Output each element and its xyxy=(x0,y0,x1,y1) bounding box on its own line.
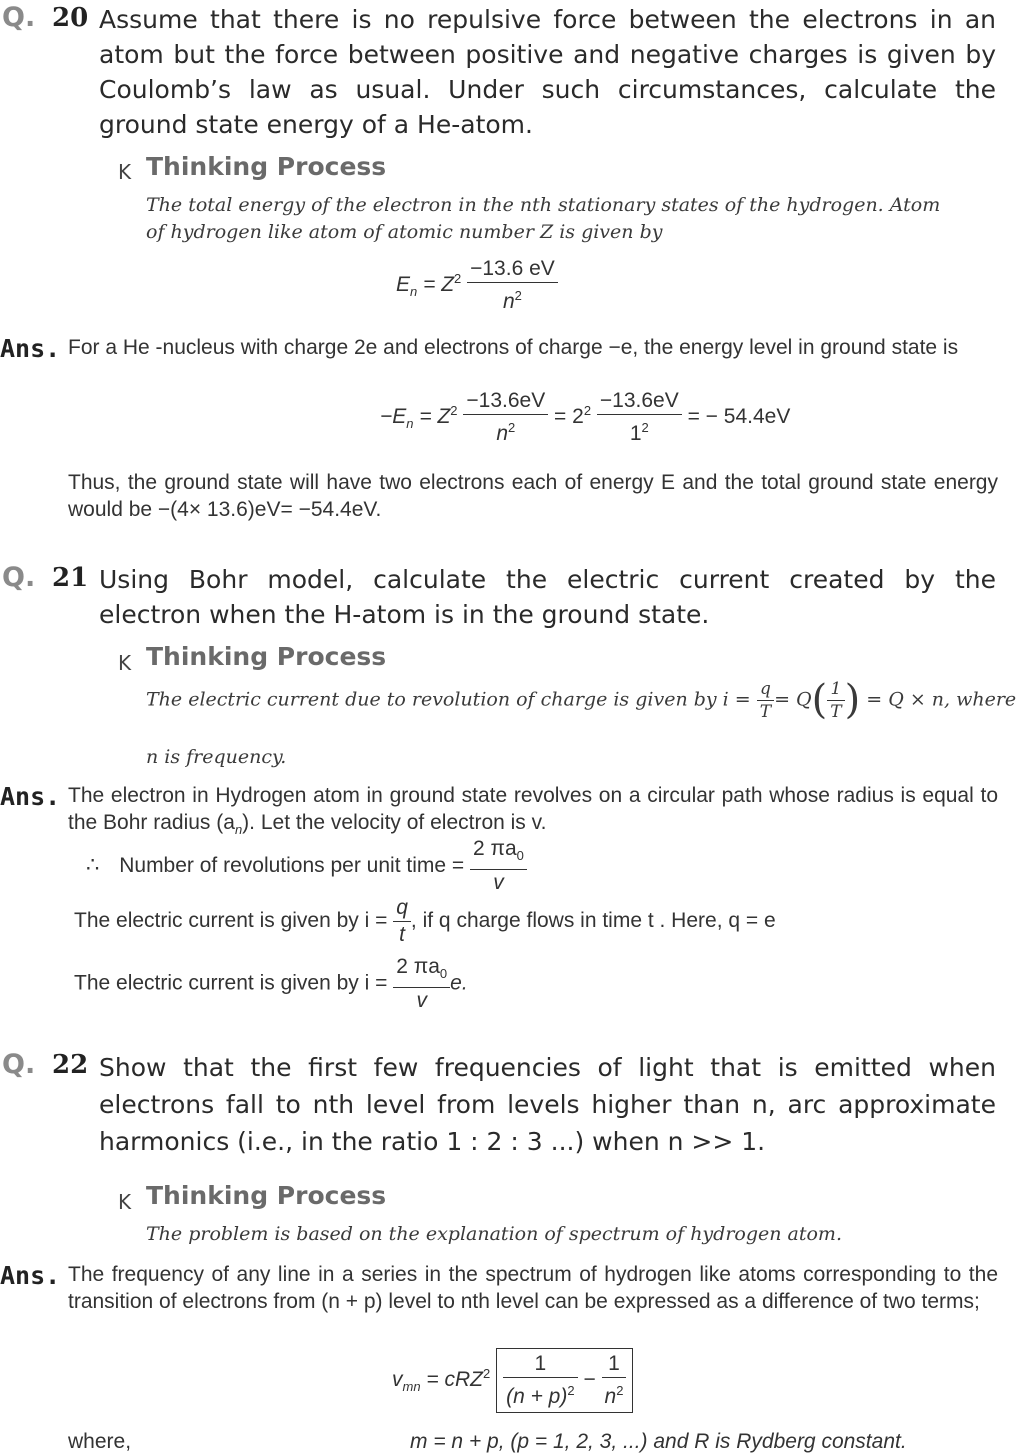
formula-term: e. xyxy=(450,971,468,995)
thinking-text: The total energy of the electron in the nth stationary states of the hydrogen. Atom of hydrogen like atom of atomic number Z is given by xyxy=(146,194,941,243)
question-text: Using Bohr model, calculate the electric current created by the electron when the H-atom is in the ground state. xyxy=(99,565,996,629)
fraction xyxy=(393,895,411,948)
formula-sup: 2 xyxy=(641,420,649,435)
answer-label: Ans. xyxy=(0,1261,61,1290)
formula-term: = Z xyxy=(419,405,451,429)
formula-sup: 2 xyxy=(616,1383,624,1398)
formula-term: Number of revolutions per unit time = xyxy=(119,853,465,877)
fraction-numerator: 1 xyxy=(602,1351,627,1378)
formula-sub: n xyxy=(234,822,243,838)
question-marker: Q. xyxy=(2,2,36,33)
bracket-group xyxy=(496,1348,633,1413)
formula-sub: 0 xyxy=(516,848,524,864)
thinking-text: The problem is based on the explanation of spectrum of hydrogen atom. xyxy=(146,1223,842,1245)
formula-current-q xyxy=(74,895,776,948)
thinking-title: Thinking Process xyxy=(146,642,387,671)
fraction-denominator: T xyxy=(830,702,842,722)
answer-text-part: The electron in Hydrogen atom in ground state revolves on a circular path whose radius is equal to the Bohr radius (a xyxy=(68,784,998,834)
formula-term: E xyxy=(396,273,411,297)
answer-text: The frequency of any line in a series in the spectrum of hydrogen like atoms corresponding to the transition of electrons from (n + p) level to nth level can be expressed as a difference of two terms; xyxy=(68,1263,998,1313)
formula-term: = Z xyxy=(423,273,455,297)
fraction xyxy=(757,678,774,723)
thinking-marker-icon: K xyxy=(118,1190,132,1214)
answer-text-part: ). Let the velocity of electron is v. xyxy=(242,811,547,834)
question-text: Show that the first few frequencies of light that is emitted when electrons fall to nth level from levels higher than n, arc approximate harmonics (i.e., in the ratio 1 : 2 : 3 ...) when n >> 1. xyxy=(99,1053,996,1156)
fraction-numerator: 2 πa xyxy=(396,955,440,978)
formula-he-energy xyxy=(380,388,790,447)
thinking-formula-line: The electric current due to revolution of charge is given by i = $\frac{q}{T}$ = Q( $\frac{1}{T}$ ) = Q × n, where xyxy=(146,677,1016,723)
answer-label: Ans. xyxy=(0,782,61,811)
fraction-numerator: q xyxy=(757,678,774,701)
fraction-denominator: (n + p) xyxy=(506,1385,568,1408)
formula-result: = − 54.4eV xyxy=(687,405,791,429)
formula-sub: n xyxy=(410,284,418,300)
formula-term: , if q charge flows in time t . Here, q = e xyxy=(410,909,776,933)
fraction xyxy=(470,836,527,896)
formula-term: −E xyxy=(380,405,407,429)
fraction-numerator: −13.6eV xyxy=(597,388,682,415)
formula-revolutions xyxy=(86,836,527,896)
answer-label: Ans. xyxy=(0,334,61,363)
fraction-denominator: n xyxy=(502,290,515,313)
question-number: 21 xyxy=(52,563,89,593)
thinking-text: n is frequency. xyxy=(146,746,287,768)
fraction-denominator: T xyxy=(759,702,772,722)
fraction-numerator: 1 xyxy=(827,678,844,701)
fraction-denominator: t xyxy=(399,923,405,946)
answer-text: Thus, the ground state will have two electrons each of energy E and the total ground state energy would be −(4× 13.6)eV= −54.4eV. xyxy=(68,471,998,521)
fraction-denominator: n xyxy=(604,1385,617,1408)
thinking-text: The electric current due to revolution of charge is given by i = xyxy=(146,688,751,711)
formula-sub: mn xyxy=(402,1379,421,1395)
formula-term: v xyxy=(392,1368,403,1392)
formula-sub: n xyxy=(406,416,414,432)
fraction xyxy=(467,256,558,315)
formula-term: = Q × n, where xyxy=(866,688,1016,711)
formula-current-result xyxy=(74,954,468,1014)
fraction-numerator: q xyxy=(393,895,411,922)
fraction-numerator: 2 πa xyxy=(472,837,517,860)
formula-sup: 2 xyxy=(583,403,592,419)
formula-sup: 2 xyxy=(450,403,458,419)
fraction-denominator: v xyxy=(493,871,504,895)
question-text: Assume that there is no repulsive force between the electrons in an atom but the force between positive and negative charges is given by Coulomb’s law as usual. Under such circumstances, calculate the ground state energy of a He-atom. xyxy=(99,5,996,139)
fraction-denominator: v xyxy=(416,989,427,1013)
fraction xyxy=(463,388,548,447)
fraction xyxy=(602,1351,627,1410)
thinking-marker-icon: K xyxy=(118,651,132,675)
fraction-denominator: n xyxy=(496,422,509,445)
formula-sup: 2 xyxy=(508,420,516,435)
formula-term: = cRZ xyxy=(426,1368,483,1392)
fraction xyxy=(827,678,844,723)
fraction-denominator: 1 xyxy=(629,422,642,445)
formula-sup: 2 xyxy=(514,288,522,303)
fraction-numerator: −13.6eV xyxy=(463,388,548,415)
thinking-title: Thinking Process xyxy=(146,152,387,181)
formula-sup: 2 xyxy=(567,1383,575,1398)
where-label: where, xyxy=(68,1430,132,1453)
thinking-title: Thinking Process xyxy=(146,1181,387,1210)
formula-sup: 2 xyxy=(483,1366,491,1382)
answer-text: For a He -nucleus with charge 2e and electrons of charge −e, the energy level in ground state is xyxy=(68,336,959,359)
formula-frequency xyxy=(392,1348,633,1413)
formula-sub: 0 xyxy=(439,966,448,982)
fraction-numerator: −13.6 eV xyxy=(467,256,558,283)
therefore-symbol: ∴ xyxy=(86,853,100,877)
formula-term: − xyxy=(583,1368,596,1392)
question-number: 20 xyxy=(52,3,89,33)
formula-term: = Q xyxy=(774,688,812,711)
formula-term: The electric current is given by i = xyxy=(74,971,388,995)
question-number: 22 xyxy=(52,1050,89,1080)
formula-sup: 2 xyxy=(454,271,462,287)
fraction xyxy=(503,1351,578,1410)
where-text: m = n + p, (p = 1, 2, 3, ...) and R is Rydberg constant. xyxy=(410,1430,907,1453)
thinking-marker-icon: K xyxy=(118,160,132,184)
formula-term: = 2 xyxy=(554,405,584,429)
formula-term: The electric current is given by i = xyxy=(74,909,388,933)
fraction-numerator: 1 xyxy=(503,1351,578,1378)
question-marker: Q. xyxy=(2,1049,36,1080)
fraction xyxy=(597,388,682,447)
answer-text xyxy=(68,782,998,843)
formula-energy xyxy=(396,256,558,315)
fraction xyxy=(393,954,450,1014)
question-marker: Q. xyxy=(2,562,36,593)
